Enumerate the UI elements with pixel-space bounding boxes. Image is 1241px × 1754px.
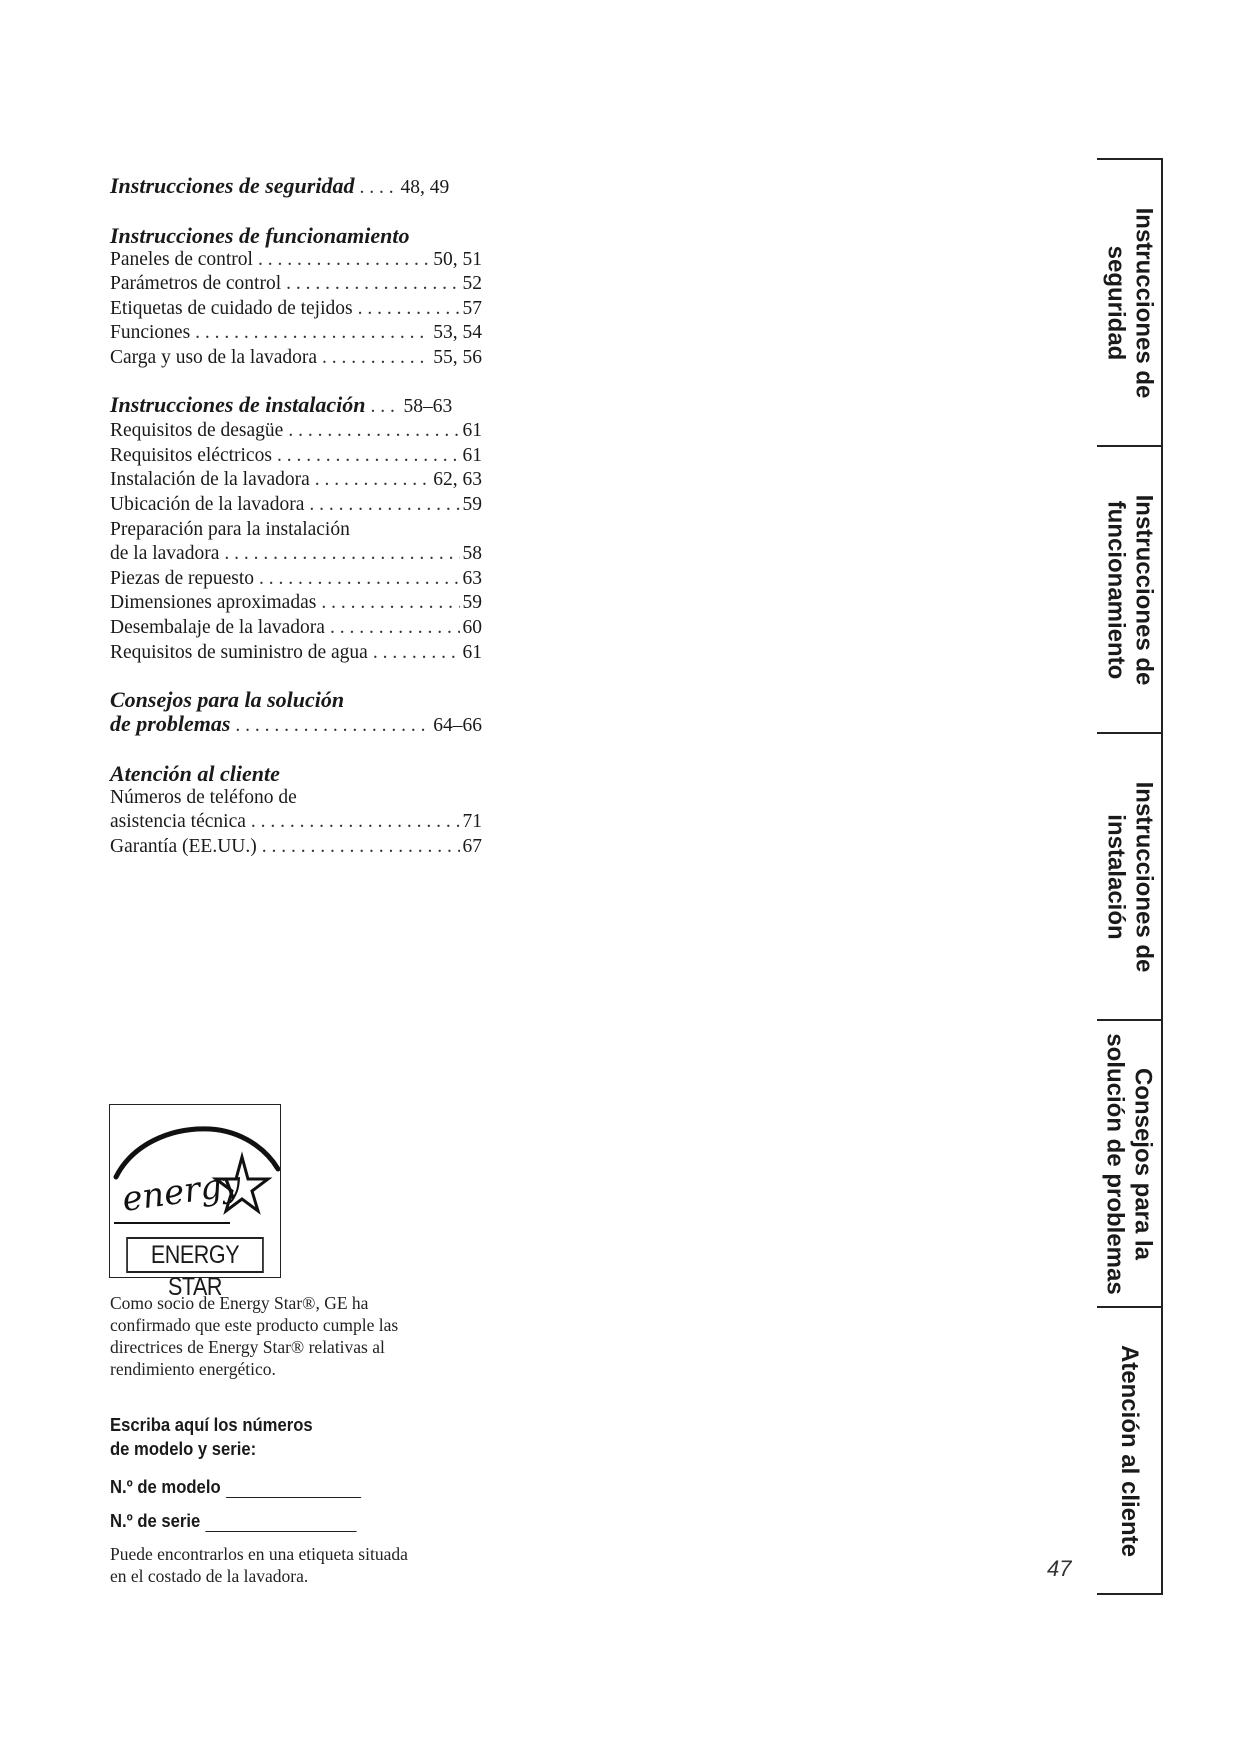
toc-page: 52	[462, 273, 482, 295]
toc-entry-label: Funciones	[110, 322, 191, 344]
leader-dots	[272, 444, 460, 469]
model-number-field[interactable]	[110, 1476, 361, 1498]
leader-dots	[353, 297, 460, 322]
toc-entry[interactable]	[110, 641, 482, 666]
toc-entry-label: Requisitos de suministro de agua	[110, 641, 368, 663]
toc-entry[interactable]	[110, 346, 482, 371]
toc-page: 48, 49	[400, 177, 450, 198]
toc-page: 64–66	[433, 715, 482, 737]
toc-entry[interactable]	[110, 321, 482, 346]
toc-entry-label: asistencia técnica	[110, 811, 246, 833]
toc-entry-label: Requisitos de desagüe	[110, 420, 284, 442]
toc-section-seguridad	[110, 174, 482, 201]
leader-dots	[310, 468, 430, 493]
toc-entry[interactable]	[110, 567, 482, 592]
tab-label: Instrucciones de instalación	[1102, 781, 1158, 972]
toc-entry[interactable]	[110, 444, 482, 469]
toc-section-instalacion	[110, 393, 482, 666]
model-number-line[interactable]	[226, 1479, 361, 1498]
toc-entry-label: Números de teléfono de	[110, 786, 297, 808]
toc-section-cliente	[110, 761, 482, 860]
toc-page: 59	[462, 592, 482, 614]
toc-page: 58–63	[403, 395, 453, 417]
energy-script-text: energy	[119, 1163, 244, 1220]
leader-dots	[190, 321, 430, 346]
model-number-label: N.º de modelo	[110, 1476, 221, 1497]
tab-border	[1161, 158, 1163, 1595]
toc-entry[interactable]	[110, 493, 482, 518]
toc-heading: Instrucciones de instalación	[110, 391, 366, 417]
tab-problemas[interactable]	[1097, 1021, 1161, 1306]
toc-section-problemas	[110, 687, 482, 739]
leader-dots	[304, 493, 459, 518]
toc-entry[interactable]	[110, 272, 482, 297]
leader-dots	[257, 835, 460, 860]
toc-entry[interactable]	[110, 419, 482, 444]
toc-entry-label: Requisitos eléctricos	[110, 444, 272, 466]
toc-entry-label: Parámetros de control	[110, 273, 282, 295]
toc-page: 57	[462, 297, 482, 319]
toc-entry-label: Garantía (EE.UU.)	[110, 835, 257, 857]
toc-page: 55, 56	[433, 346, 482, 368]
leader-dots	[354, 176, 397, 201]
page-number: 47	[1047, 1556, 1072, 1581]
leader-dots	[253, 248, 430, 273]
toc-page: 61	[462, 641, 482, 663]
record-heading: Escriba aquí los números de modelo y serie:	[110, 1414, 313, 1459]
serial-number-field[interactable]	[110, 1510, 357, 1532]
toc-page: 61	[462, 444, 482, 466]
leader-dots	[254, 567, 459, 592]
leader-dots	[316, 591, 459, 616]
toc-page: 71	[462, 811, 482, 833]
toc-page: 53, 54	[433, 322, 482, 344]
leader-dots	[325, 616, 460, 641]
tab-seguridad[interactable]	[1097, 160, 1161, 445]
toc-entry-label: Paneles de control	[110, 248, 253, 270]
toc-entry-label: Instalación de la lavadora	[110, 469, 310, 491]
tab-label: Instrucciones de seguridad	[1102, 207, 1158, 398]
toc-page: 63	[462, 567, 482, 589]
toc-page: 50, 51	[433, 248, 482, 270]
toc-entry[interactable]	[110, 591, 482, 616]
energy-star-partner-text: Como socio de Energy Star®, GE ha confirmado que este producto cumple las directrices de Energy Star® relativas al rendimiento energético.	[110, 1293, 399, 1379]
toc-entry[interactable]	[110, 297, 482, 322]
leader-dots	[230, 714, 430, 739]
toc-heading-row[interactable]	[110, 174, 482, 201]
toc-page: 59	[462, 493, 482, 515]
tab-divider	[1097, 1593, 1163, 1595]
toc-entry[interactable]	[110, 616, 482, 641]
toc-heading: Instrucciones de seguridad	[110, 173, 355, 198]
leader-dots	[283, 419, 459, 444]
energy-star-label: ENERGY STAR	[126, 1237, 264, 1273]
serial-number-label: N.º de serie	[110, 1510, 201, 1531]
toc-page: 60	[462, 616, 482, 638]
toc-entry-label: Carga y uso de la lavadora	[110, 346, 318, 368]
tab-funcionamiento[interactable]	[1097, 447, 1161, 732]
toc-page: 67	[462, 835, 482, 857]
toc-entry-label: Etiquetas de cuidado de tejidos	[110, 297, 353, 319]
toc-heading[interactable]: Instrucciones de funcionamiento	[110, 222, 410, 248]
toc-heading[interactable]: Atención al cliente	[110, 760, 280, 786]
tab-label: Instrucciones de funcionamiento	[1102, 494, 1158, 685]
toc-entry-label: Desembalaje de la lavadora	[110, 616, 325, 638]
leader-dots	[281, 272, 459, 297]
tab-cliente[interactable]	[1097, 1308, 1161, 1593]
leader-dots	[219, 542, 459, 567]
toc-entry[interactable]	[110, 542, 482, 567]
toc-heading-row[interactable]	[110, 393, 482, 420]
tab-label: Consejos para la solución de problemas	[1102, 1032, 1158, 1295]
toc-entry-label: Preparación para la instalación	[110, 518, 350, 540]
toc-page: 62, 63	[433, 469, 482, 491]
toc-heading: de problemas	[110, 711, 231, 737]
toc-heading-row[interactable]	[110, 712, 482, 739]
leader-dots	[246, 810, 460, 835]
label-location-note: Puede encontrarlos en una etiqueta situada en el costado de la lavadora.	[110, 1544, 408, 1586]
serial-number-line[interactable]	[206, 1513, 357, 1532]
toc-page: 61	[462, 420, 482, 442]
leader-dots	[365, 395, 400, 420]
toc-entry-label: Piezas de repuesto	[110, 567, 255, 589]
toc-entry-label: Dimensiones aproximadas	[110, 592, 317, 614]
table-of-contents	[110, 174, 482, 881]
toc-entry[interactable]	[110, 810, 482, 835]
toc-entry-label: Ubicación de la lavadora	[110, 493, 305, 515]
tab-label: Atención al cliente	[1116, 1344, 1143, 1557]
toc-page: 58	[462, 543, 482, 565]
energy-star-logo-icon	[110, 1105, 280, 1237]
leader-dots	[317, 346, 430, 371]
toc-section-funcionamiento	[110, 223, 482, 371]
toc-entry[interactable]	[110, 468, 482, 493]
toc-entry-label: de la lavadora	[110, 543, 220, 565]
toc-entry[interactable]	[110, 248, 482, 273]
toc-entry[interactable]	[110, 835, 482, 860]
leader-dots	[368, 641, 460, 666]
energy-star-logo	[109, 1104, 281, 1301]
toc-heading[interactable]: Consejos para la solución	[110, 687, 345, 713]
tab-instalacion[interactable]	[1097, 734, 1161, 1019]
section-tabs	[1097, 158, 1163, 1595]
